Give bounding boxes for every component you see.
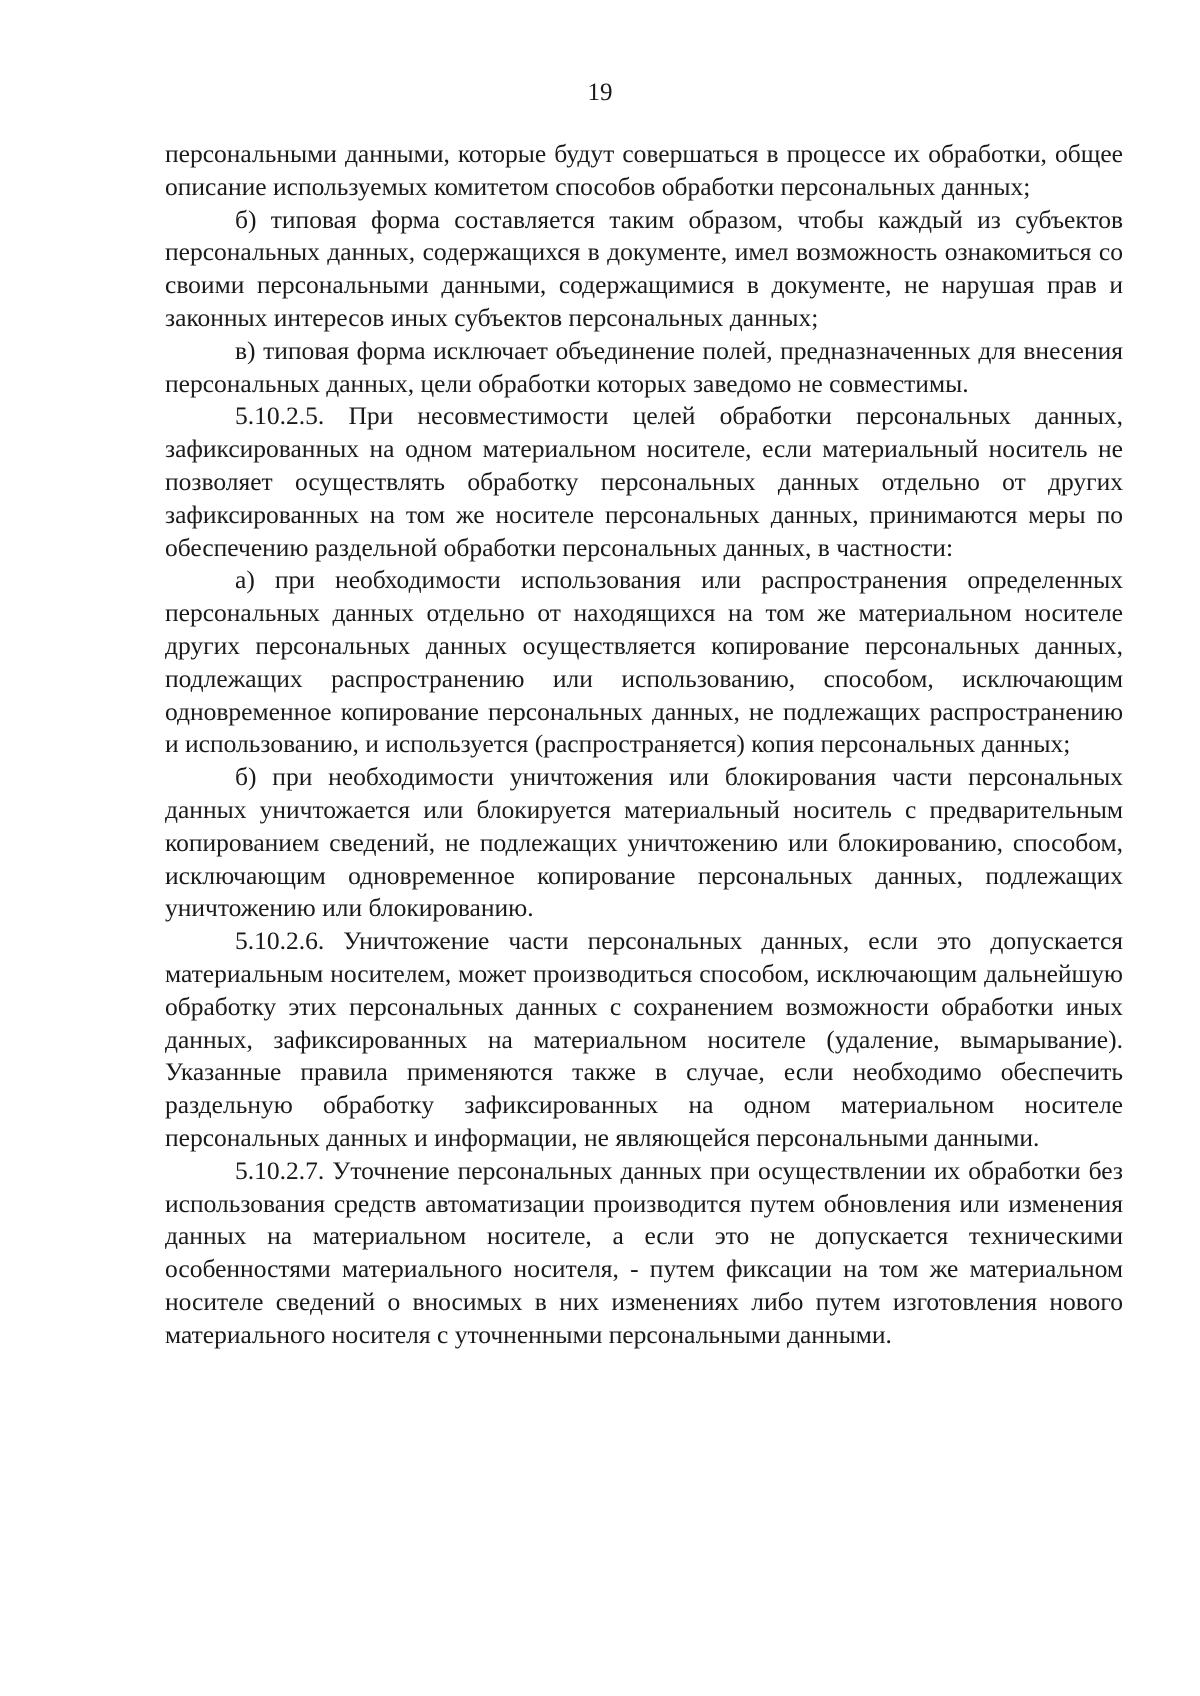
paragraph-item-a: а) при необходимости использования или распространения определенных персональных данных отдельно от находящихся на том же материальном носителе других персональных данных осуществляется копирование персональных данных, подлежащих распространению или использованию, способом, исключающим одновременное копирование персональных данных, не подлежащих распространению и использованию, и используется (распространяется) копия персональных данных; [165, 565, 1123, 759]
page-number: 19 [587, 79, 613, 106]
paragraph-5-10-2-6: 5.10.2.6. Уничтожение части персональных данных, если это допускается материальным носителем, может производиться способом, исключающим дальнейшую обработку этих персональных данных с сохранением возможности обработки иных данных, зафиксированных на материальном носителе (удаление, вымарывание). Указанные правила применяются также в случае, если необходимо обеспечить раздельную обработку зафиксированных на одном материальном носителе персональных данных и информации, не являющейся персональными данными. [165, 926, 1123, 1152]
paragraph-5-10-2-7: 5.10.2.7. Уточнение персональных данных при осуществлении их обработки без использования средств автоматизации производится путем обновления или изменения данных на материальном носителе, а если это не допускается техническими особенностями материального носителя, - путем фиксации на том же материальном носителе сведений о вносимых в них изменениях либо путем изготовления нового материального носителя с уточненными персональными данными. [165, 1155, 1123, 1349]
paragraph-item-v: в) типовая форма исключает объединение полей, предназначенных для внесения персональных данных, цели обработки которых заведомо не совместимы. [165, 335, 1123, 398]
document-body [165, 138, 1123, 1351]
paragraph-continuation: персональными данными, которые будут совершаться в процессе их обработки, общее описание используемых комитетом способов обработки персональных данных; [165, 139, 1123, 201]
paragraph-item-b-2: б) при необходимости уничтожения или блокирования части персональных данных уничтожается или блокируется материальный носитель с предварительным копированием сведений, не подлежащих уничтожению или блокированию, способом, исключающим одновременное копирование персональных данных, подлежащих уничтожению или блокированию. [165, 762, 1123, 923]
paragraph-item-b: б) типовая форма составляется таким образом, чтобы каждый из субъектов персональных данных, содержащихся в документе, имел возможность ознакомиться со своими персональными данными, содержащимися в документе, не нарушая прав и законных интересов иных субъектов персональных данных; [165, 204, 1123, 332]
paragraph-5-10-2-5: 5.10.2.5. При несовместимости целей обработки персональных данных, зафиксированных на одном материальном носителе, если материальный носитель не позволяет осуществлять обработку персональных данных отдельно от других зафиксированных на том же носителе персональных данных, принимаются меры по обеспечению раздельной обработки персональных данных, в частности: [165, 401, 1123, 562]
